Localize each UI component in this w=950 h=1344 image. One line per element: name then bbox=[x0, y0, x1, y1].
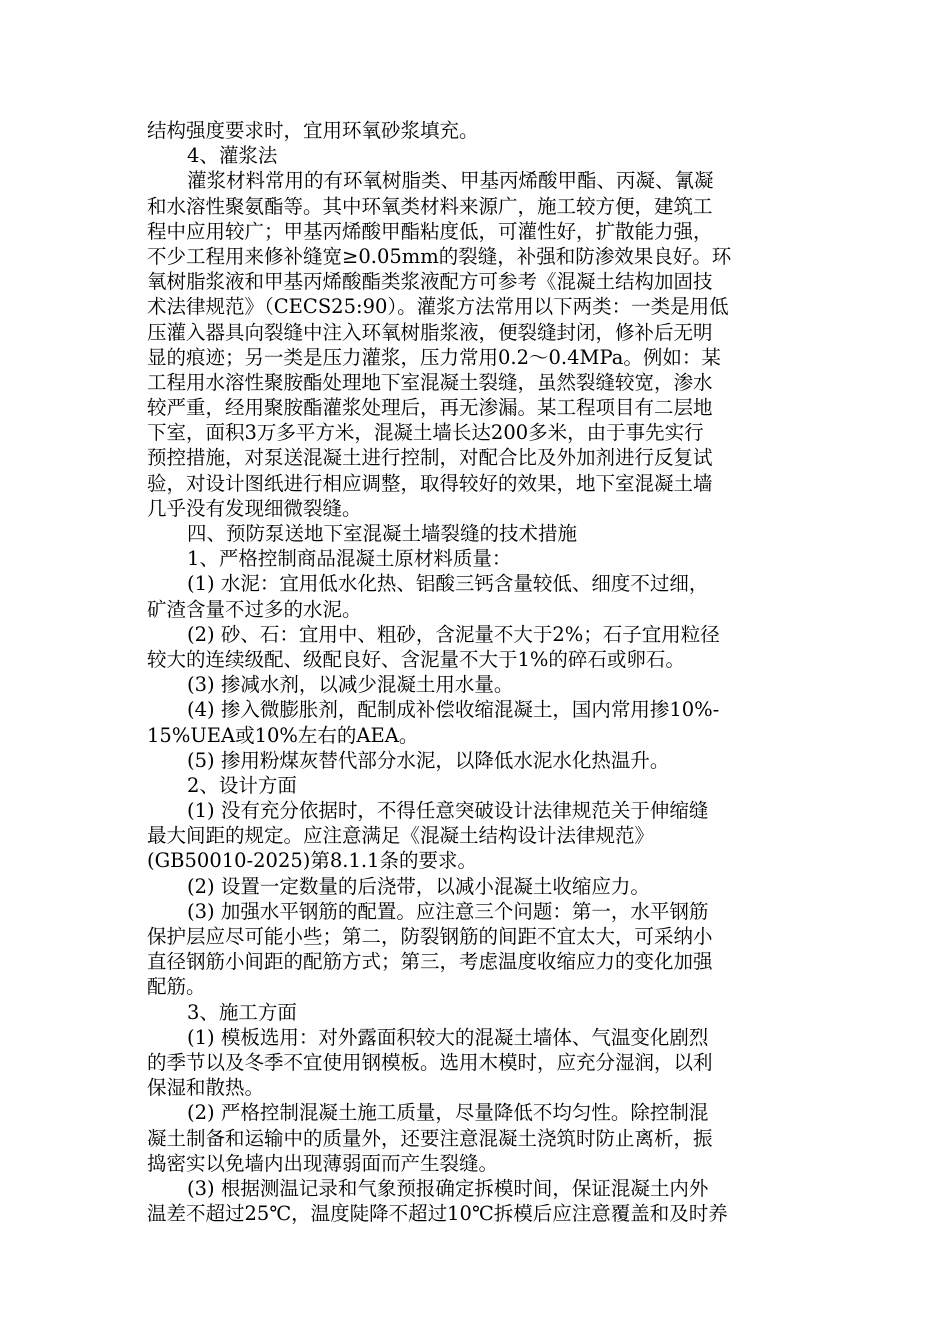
text-line: 结构强度要求时，宜用环氧砂浆填充。 bbox=[147, 119, 479, 142]
text-line: 15%UEA或10%左右的AEA。 bbox=[147, 723, 419, 747]
text-line: (3) 掺减水剂，以减少混凝土用水量。 bbox=[187, 673, 514, 697]
text-line: 程中应用较广；甲基丙烯酸甲酯粘度低，可灌性好，扩散能力强， bbox=[147, 219, 713, 243]
text-line: 氧树脂浆液和甲基丙烯酸酯类浆液配方可参考《混凝土结构加固技 bbox=[147, 270, 713, 294]
text-line: 验，对设计图纸进行相应调整，取得较好的效果，地下室混凝土墙 bbox=[147, 471, 713, 495]
text-line: 下室，面积3万多平方米，混凝土墙长达200多米，由于事先实行 bbox=[147, 421, 704, 445]
document-body bbox=[147, 118, 807, 1226]
text-line: 压灌入器具向裂缝中注入环氧树脂浆液，便裂缝封闭，修补后无明 bbox=[147, 320, 713, 344]
text-line: 保湿和散热。 bbox=[147, 1076, 265, 1100]
text-line: 温差不超过25℃，温度陡降不超过10℃拆模后应注意覆盖和及时养 bbox=[147, 1202, 728, 1226]
text-line: 配筋。 bbox=[147, 975, 206, 999]
text-line: 4、灌浆法 bbox=[187, 144, 278, 168]
text-line: (2) 砂、石：宜用中、粗砂，含泥量不大于2%；石子宜用粒径 bbox=[187, 622, 720, 646]
text-line: (1) 模板选用：对外露面积较大的混凝土墙体、气温变化剧烈 bbox=[187, 1025, 709, 1049]
text-line: (1) 没有充分依据时，不得任意突破设计法律规范关于伸缩缝 bbox=[187, 799, 709, 823]
text-line: (4) 掺入微膨胀剂，配制成补偿收缩混凝土，国内常用掺10%- bbox=[187, 698, 720, 722]
text-line: 最大间距的规定。应注意满足《混凝土结构设计法律规范》 bbox=[147, 824, 655, 848]
text-line: 灌浆材料常用的有环氧树脂类、甲基丙烯酸甲酯、丙凝、氰凝 bbox=[187, 169, 714, 193]
text-line: (2) 严格控制混凝土施工质量，尽量降低不均匀性。除控制混 bbox=[187, 1101, 709, 1125]
text-line: (GB50010-2025)第8.1.1条的要求。 bbox=[147, 849, 477, 873]
text-line: 不少工程用来修补缝宽≥0.05mm的裂缝，补强和防渗效果良好。环 bbox=[147, 244, 732, 268]
text-line: 预控措施，对泵送混凝土进行控制，对配合比及外加剂进行反复试 bbox=[147, 446, 713, 470]
text-line: (2) 设置一定数量的后浇带，以减小混凝土收缩应力。 bbox=[187, 874, 650, 898]
text-line: (3) 根据测温记录和气象预报确定拆模时间，保证混凝土内外 bbox=[187, 1176, 709, 1200]
text-line: 矿渣含量不过多的水泥。 bbox=[147, 597, 362, 621]
text-line: 2、设计方面 bbox=[187, 773, 297, 797]
text-line: 保护层应尽可能小些；第二，防裂钢筋的间距不宜太大，可采纳小 bbox=[147, 925, 713, 948]
text-line: 和水溶性聚氨酯等。其中环氧类材料来源广，施工较方便，建筑工 bbox=[147, 194, 713, 218]
text-line: 四、预防泵送地下室混凝土墙裂缝的技术措施 bbox=[187, 522, 578, 545]
text-line: 术法律规范》（CECS25:90）。灌浆方法常用以下两类：一类是用低 bbox=[147, 295, 729, 319]
text-line: 3、施工方面 bbox=[187, 1000, 297, 1024]
text-line: 显的痕迹；另一类是压力灌浆，压力常用0.2～0.4MPa。例如：某 bbox=[147, 345, 721, 369]
text-line: 的季节以及冬季不宜使用钢模板。选用木模时，应充分湿润，以利 bbox=[147, 1050, 713, 1074]
text-line: 较严重，经用聚胺酯灌浆处理后，再无渗漏。某工程项目有二层地 bbox=[147, 396, 713, 420]
text-line: 工程用水溶性聚胺酯处理地下室混凝土裂缝，虽然裂缝较宽，渗水 bbox=[147, 370, 713, 394]
text-line: 1、严格控制商品混凝土原材料质量： bbox=[187, 547, 512, 571]
text-line: 较大的连续级配、级配良好、含泥量不大于1%的碎石或卵石。 bbox=[147, 647, 685, 671]
text-line: 直径钢筋小间距的配筋方式；第三，考虑温度收缩应力的变化加强 bbox=[147, 950, 713, 974]
text-line: 凝土制备和运输中的质量外，还要注意混凝土浇筑时防止离析，振 bbox=[147, 1126, 713, 1150]
text-line: (5) 掺用粉煤灰替代部分水泥，以降低水泥水化热温升。 bbox=[187, 748, 670, 772]
text-line: (3) 加强水平钢筋的配置。应注意三个问题：第一，水平钢筋 bbox=[187, 899, 709, 923]
text-line: 捣密实以免墙内出现薄弱面而产生裂缝。 bbox=[147, 1151, 499, 1175]
text-line: (1) 水泥：宜用低水化热、铝酸三钙含量较低、细度不过细， bbox=[187, 572, 709, 596]
text-line: 几乎没有发现细微裂缝。 bbox=[147, 496, 362, 520]
